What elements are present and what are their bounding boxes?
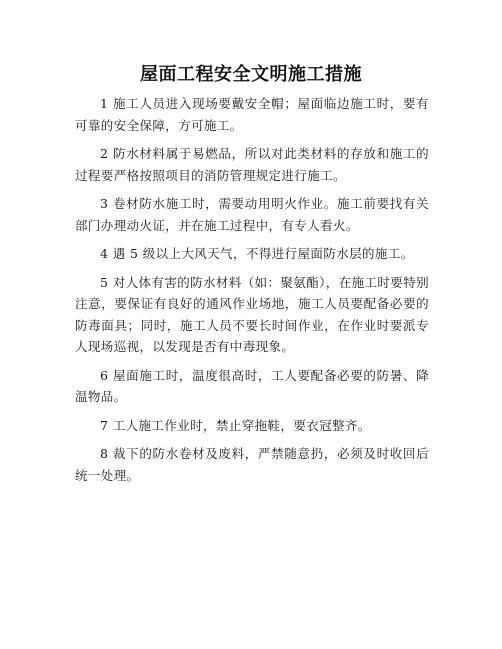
document-title: 屋面工程安全文明施工措施 — [140, 64, 362, 85]
paragraph-4: 4 遇 5 级以上大风天气，不得进行屋面防水层的施工。 — [100, 246, 414, 261]
paragraph-5: 5 对人体有害的防水材料（如：聚氨酯），在施工时要特别注意，要保证有良好的通风作业场地，施工人员要配备必要的防毒面具；同时，施工人员不要长时间作业，在作业时要派专人现场巡视，以发现是否有中毒现象。 — [75, 274, 429, 354]
document-body — [75, 93, 429, 486]
paragraph-8: 8 裁下的防水卷材及废料，严禁随意扔，必须及时收回后统一处理。 — [75, 446, 429, 483]
paragraph-6: 6 屋面施工时，温度很高时，工人要配备必要的防暑、降温物品。 — [75, 367, 429, 404]
paragraph-2: 2 防水材料属于易燃品，所以对此类材料的存放和施工的过程要严格按照项目的消防管理规定进行施工。 — [75, 146, 429, 183]
paragraph-7: 7 工人施工作业时，禁止穿拖鞋，要衣冠整齐。 — [100, 417, 371, 433]
paragraph-1: 1 施工人员进入现场要戴安全帽；屋面临边施工时，要有可靠的安全保障，方可施工。 — [75, 96, 429, 133]
paragraph-3: 3 卷材防水施工时，需要动用明火作业。施工前要找有关部门办理动火证，并在施工过程中，有专人看火。 — [75, 196, 429, 233]
